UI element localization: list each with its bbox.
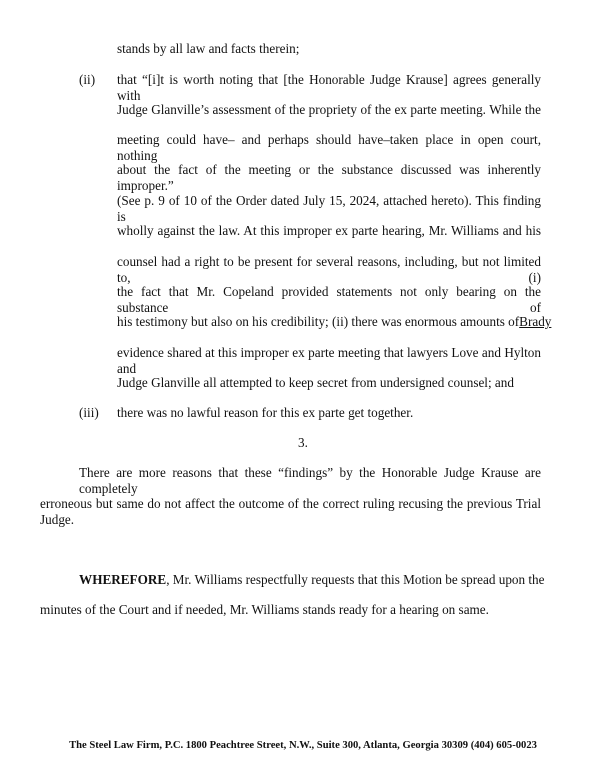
item-ii-line-10: evidence shared at this improper ex parte meeting that lawyers Love and Hylton and (117, 345, 541, 376)
item-ii-line-9: his testimony but also on his credibility; (ii) there was enormous amounts of (117, 314, 520, 329)
item-ii-line-4: about the fact of the meeting or the substance discussed was inherently improper.” (117, 162, 541, 193)
reasons-line-2: erroneous but same do not affect the outcome of the correct ruling recusing the previous Trial Judge. (40, 496, 541, 527)
wherefore-lead: WHEREFORE (79, 572, 167, 587)
item-ii-marker: (ii) (79, 72, 96, 87)
item-ii-line-2: Judge Glanville’s assessment of the propriety of the ex parte meeting. While the (117, 102, 541, 117)
item-i-tail: stands by all law and facts therein; (117, 41, 300, 56)
wherefore-line-1-rest: , Mr. Williams respectfully requests that this Motion be spread upon the (166, 572, 545, 587)
item-ii-line-3: meeting could have– and perhaps should have–taken place in open court, nothing (117, 132, 541, 163)
reasons-line-1: There are more reasons that these “findings” by the Honorable Judge Krause are completely (79, 465, 541, 496)
item-ii-line-9-row (117, 314, 552, 330)
item-ii-line-5: (See p. 9 of 10 of the Order dated July 15, 2024, attached hereto). This finding is (117, 193, 541, 224)
wherefore-line-1 (79, 572, 545, 588)
item-iii-text: there was no lawful reason for this ex parte get together. (117, 405, 414, 420)
section-number: 3. (298, 435, 308, 450)
wherefore-line-2: minutes of the Court and if needed, Mr. Williams stands ready for a hearing on same. (40, 602, 489, 617)
page-footer: The Steel Law Firm, P.C. 1800 Peachtree Street, N.W., Suite 300, Atlanta, Georgia 30309 (404) 605-0023 (69, 740, 537, 751)
item-ii-line-11: Judge Glanville all attempted to keep secret from undersigned counsel; and (117, 375, 514, 390)
item-ii-line-7: counsel had a right to be present for several reasons, including, but not limited to, (i) (117, 254, 541, 285)
item-ii-line-8: the fact that Mr. Copeland provided statements not only bearing on the substance of (117, 284, 541, 315)
brady-citation: Brady (519, 314, 552, 329)
item-ii-line-6: wholly against the law. At this improper ex parte hearing, Mr. Williams and his (117, 223, 541, 238)
item-iii-marker: (iii) (79, 405, 99, 420)
item-ii-line-1: that “[i]t is worth noting that [the Honorable Judge Krause] agrees generally with (117, 72, 541, 103)
